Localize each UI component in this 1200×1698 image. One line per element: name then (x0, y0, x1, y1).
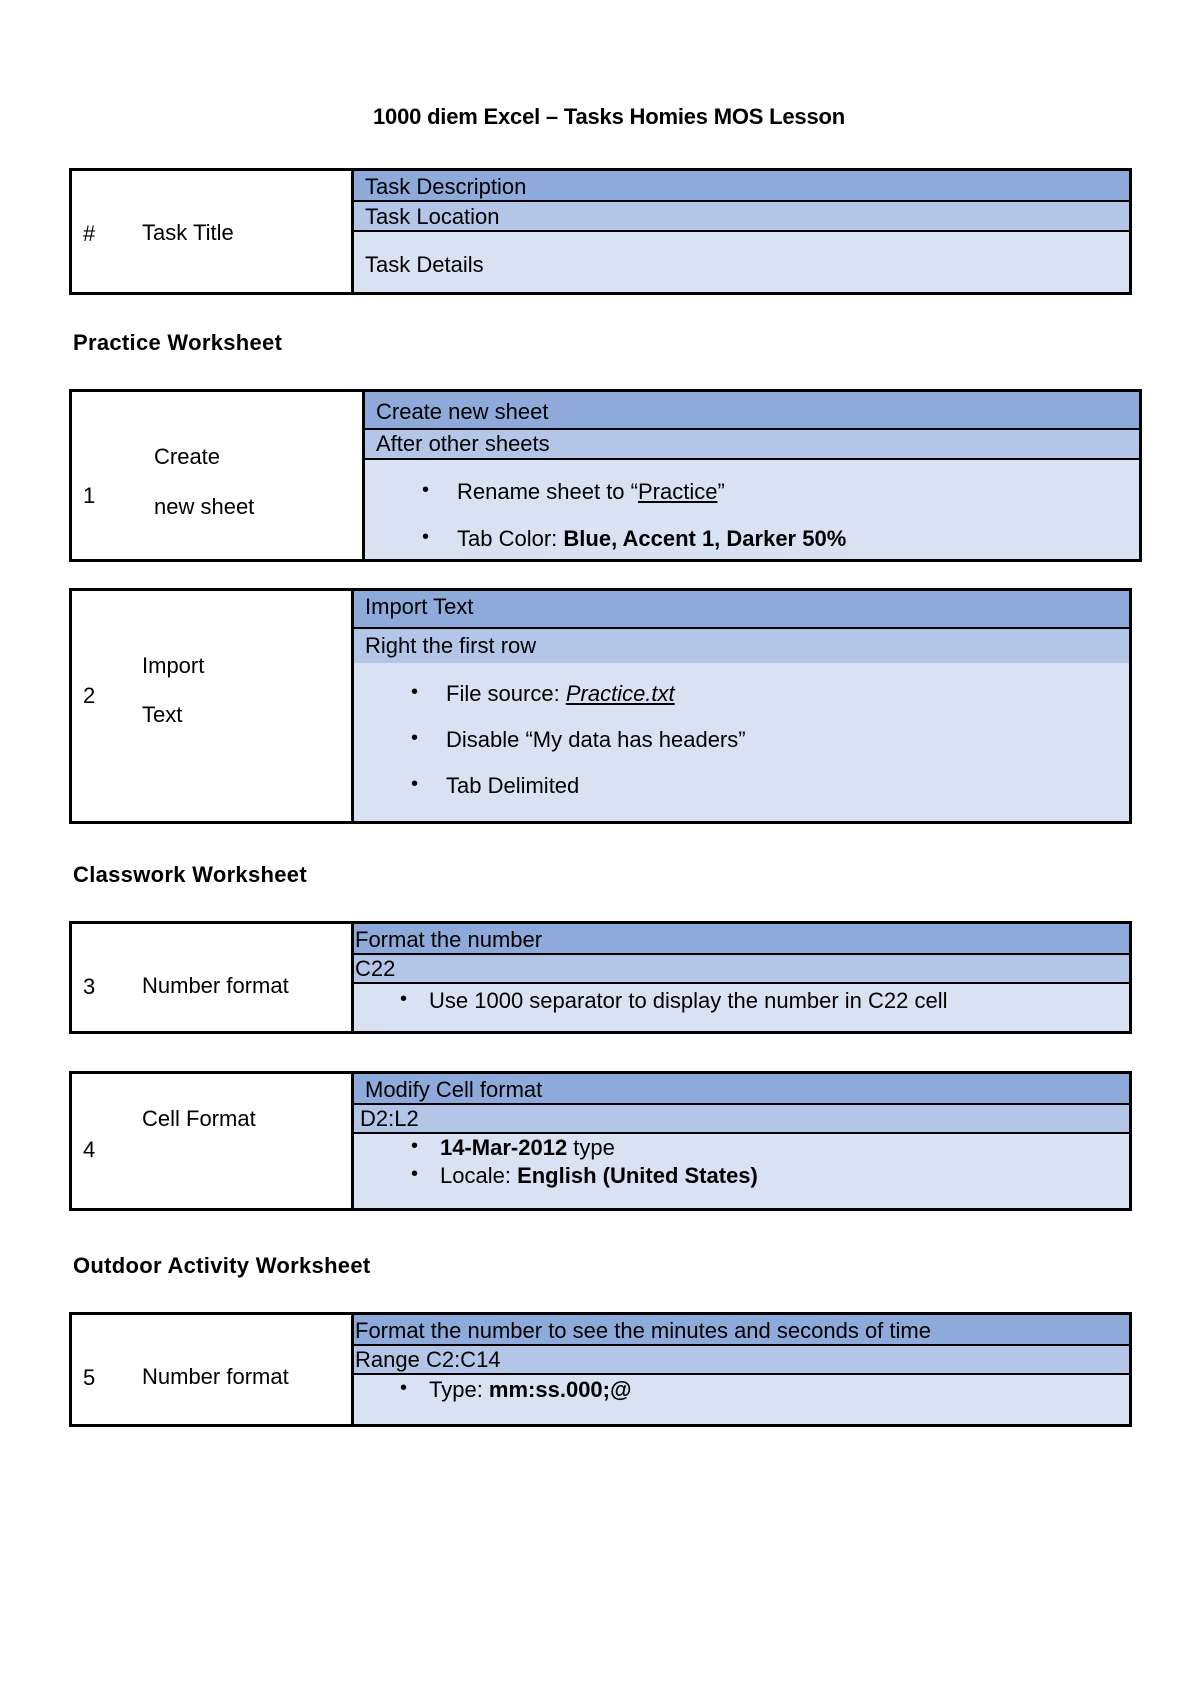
task-3 (69, 921, 1132, 1034)
task-5-time-format: mm:ss.000;@ (488, 1377, 632, 1402)
task-4-detail-2 (365, 1163, 1129, 1189)
task-5-number: 5 (83, 1365, 96, 1390)
task-1-details (365, 460, 1139, 559)
task-3-number: 3 (83, 974, 96, 999)
task-1-detail-1 (376, 479, 1139, 505)
task-2-file-source: Practice.txt (565, 681, 675, 706)
task-4-locale: English (United States) (517, 1163, 758, 1188)
task-1-title-line2: new sheet (154, 494, 255, 519)
task-2-title-cell (72, 591, 354, 821)
section-practice: Practice Worksheet (73, 330, 283, 355)
task-5 (69, 1312, 1132, 1427)
section-classwork: Classwork Worksheet (73, 862, 307, 887)
task-4-title: Cell Format (142, 1106, 256, 1131)
task-1-detail-1-prefix: Rename sheet to “ (457, 479, 638, 504)
task-4-description: Modify Cell format (354, 1074, 1129, 1105)
task-5-description: Format the number to see the minutes and seconds of time (354, 1315, 1129, 1346)
task-1-sheet-name: Practice (637, 479, 718, 504)
task-2-detail-3: • Tab Delimited (365, 773, 1129, 799)
task-4-detail-1 (365, 1135, 1129, 1161)
task-3-title: Number format (142, 973, 289, 998)
task-3-details (354, 984, 1129, 1031)
task-2-description: Import Text (354, 591, 1129, 629)
task-2-details (354, 663, 1129, 821)
legend-details-label: Task Details (365, 252, 484, 277)
legend-table (69, 168, 1132, 295)
task-4-title-cell (72, 1074, 354, 1208)
legend-details (354, 232, 1129, 292)
task-1-tab-color: Blue, Accent 1, Darker 50% (563, 526, 847, 551)
task-4-number: 4 (83, 1137, 96, 1162)
legend-number-label: # (83, 221, 96, 246)
section-outdoor: Outdoor Activity Worksheet (73, 1253, 371, 1278)
task-4-content (354, 1074, 1129, 1208)
task-1-detail-2 (376, 526, 1139, 552)
task-1-detail-1-suffix: ” (717, 479, 725, 504)
task-4-location: D2:L2 (354, 1105, 1129, 1134)
task-4-details (354, 1134, 1129, 1208)
task-5-title: Number format (142, 1364, 289, 1389)
task-1-description: Create new sheet (365, 392, 1139, 430)
task-5-location: Range C2:C14 (354, 1346, 1129, 1375)
task-1 (69, 389, 1142, 562)
task-1-location: After other sheets (365, 430, 1139, 460)
task-1-title-line1: Create (154, 444, 221, 469)
task-4-detail-2-prefix: Locale: (440, 1163, 518, 1188)
task-2-content (354, 591, 1129, 821)
legend-description: Task Description (354, 171, 1129, 202)
task-2-detail-2: • Disable “My data has headers” (365, 727, 1129, 753)
task-4-detail-1-suffix: type (567, 1135, 615, 1160)
legend-left-cell (72, 171, 354, 292)
task-2-title-line1: Import (142, 653, 205, 678)
task-5-detail-1-prefix: Type: (429, 1377, 489, 1402)
task-1-number: 1 (83, 483, 96, 508)
task-3-location: C22 (354, 955, 1129, 984)
task-3-detail-1: • Use 1000 separator to display the number in C22 cell (354, 988, 1129, 1014)
task-2-number: 2 (83, 683, 96, 708)
legend-title-label: Task Title (142, 220, 234, 245)
task-5-title-cell (72, 1315, 354, 1424)
task-4-date-format: 14-Mar-2012 (440, 1135, 568, 1160)
legend-right-cell (354, 171, 1129, 292)
task-1-content (365, 392, 1139, 559)
document-title: 1000 diem Excel – Tasks Homies MOS Lesson (373, 104, 845, 129)
task-2-title-line2: Text (142, 702, 183, 727)
task-4 (69, 1071, 1132, 1211)
task-1-title-cell (72, 392, 365, 559)
task-2-detail-1 (365, 681, 1129, 707)
task-2 (69, 588, 1132, 824)
task-3-content (354, 924, 1129, 1031)
task-1-detail-2-prefix: Tab Color: (457, 526, 564, 551)
task-5-content (354, 1315, 1129, 1424)
task-3-description: Format the number (354, 924, 1129, 955)
task-3-title-cell (72, 924, 354, 1031)
legend-location: Task Location (354, 202, 1129, 232)
task-5-detail-1 (354, 1377, 1129, 1403)
task-2-detail-1-prefix: File source: (446, 681, 566, 706)
task-2-location: Right the first row (354, 629, 1129, 663)
task-5-details (354, 1375, 1129, 1424)
